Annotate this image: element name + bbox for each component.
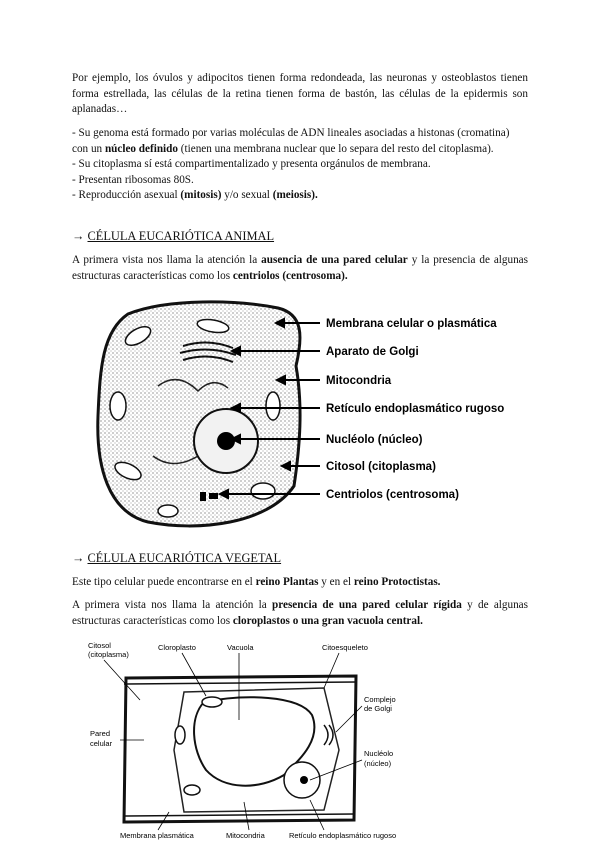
animal-cell-paragraph: A primera vista nos llama la atención la ausencia de una pared celular y la presencia de algunas estructuras características como los centriolos (centrosoma).: [72, 254, 529, 282]
list-item: - Su citoplasma sí está compartimentalizado y presenta orgánulos de membrana.: [72, 158, 431, 170]
plant-cell-paragraph: A primera vista nos llama la atención la presencia de una pared celular rígida y de algunas estructuras características como los cloroplastos o una gran vacuola central.: [72, 599, 528, 627]
label-nucleolus-1: Nucléolo: [364, 749, 394, 758]
plant-cell-diagram: [84, 640, 404, 844]
animal-cell-diagram: [88, 296, 508, 536]
label-nucleolus: Nucléolo (núcleo): [326, 434, 423, 446]
label-cytosol: Citosol (citoplasma): [326, 461, 436, 473]
label-rough-er: Retículo endoplasmático rugoso: [289, 831, 397, 840]
list-item: - Su genoma está formado por varias moléculas de ADN lineales asociadas a histonas (cromatina) con un núcleo definido (tienen una membrana nuclear que lo separa del resto del citoplasma).: [72, 127, 510, 155]
golgi-stack: [324, 725, 333, 745]
label-mitochondria: Mitocondria: [226, 831, 265, 840]
label-nucleolus-2: (núcleo): [364, 759, 392, 768]
animal-cell-heading: → CÉLULA EUCARIÓTICA ANIMAL: [72, 229, 275, 243]
label-chloroplast: Cloroplasto: [158, 643, 196, 652]
label-cell-wall-2: celular: [90, 739, 113, 748]
nucleolus: [217, 432, 235, 450]
label-membrane: Membrana celular o plasmática: [326, 318, 497, 330]
label-golgi-2: de Golgi: [364, 704, 392, 713]
plant-cell-heading: → CÉLULA EUCARIÓTICA VEGETAL: [72, 551, 282, 565]
plant-cell-kingdoms: Este tipo celular puede encontrarse en el reino Plantas y en el reino Protoctistas.: [72, 576, 441, 588]
list-item: - Reproducción asexual (mitosis) y/o sexual (meiosis).: [72, 189, 318, 201]
label-golgi-1: Complejo: [364, 695, 396, 704]
label-vacuole: Vacuola: [227, 643, 254, 652]
label-mitochondria: Mitocondria: [326, 375, 392, 387]
label-rough-er: Retículo endoplasmático rugoso: [326, 403, 505, 415]
label-plasma-membrane: Membrana plasmática: [120, 831, 194, 840]
label-golgi: Aparato de Golgi: [326, 346, 419, 358]
label-cytosol-1: Citosol: [88, 641, 111, 650]
list-item: - Presentan ribosomas 80S.: [72, 173, 194, 186]
intro-paragraph: Por ejemplo, los óvulos y adipocitos tienen forma redondeada, las neuronas y osteoblastos tienen forma estrellada, las células de la retina tienen forma de bastón, las células de la epidermis son aplanadas…: [72, 72, 528, 115]
label-cell-wall-1: Pared: [90, 729, 111, 738]
label-centrioles: Centriolos (centrosoma): [326, 489, 459, 501]
eukaryote-features-list: [72, 126, 528, 204]
label-cytosol-2: (citoplasma): [88, 650, 129, 659]
label-cytoskeleton: Citoesqueleto: [322, 643, 368, 652]
